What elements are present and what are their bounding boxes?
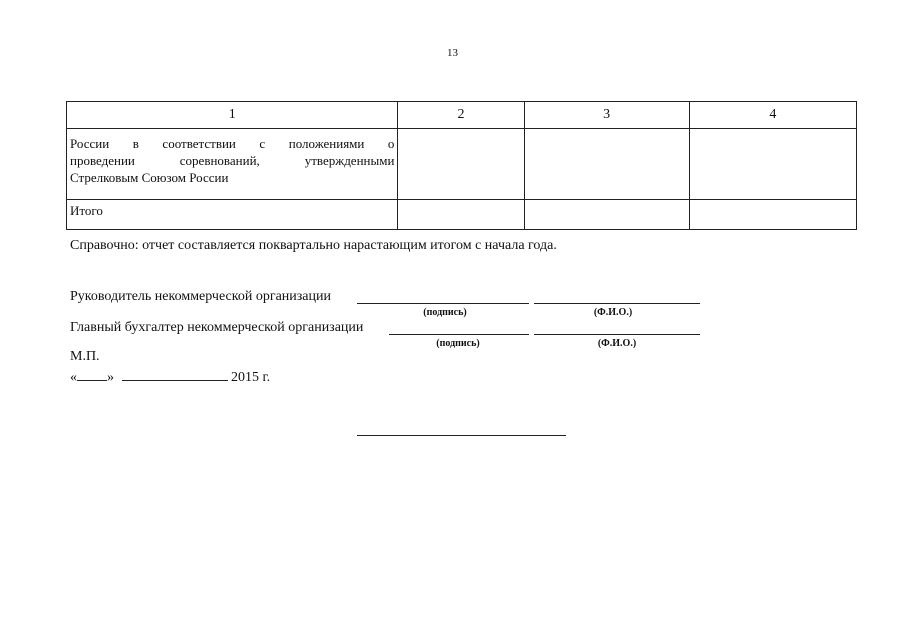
table-header-row <box>67 102 857 129</box>
head-name-caption: (Ф.И.О.) <box>593 307 633 318</box>
page-number: 13 <box>447 47 458 59</box>
head-signature-label: Руководитель некоммерческой организации <box>70 289 331 304</box>
accountant-signature-caption: (подпись) <box>436 338 480 349</box>
column-header-4: 4 <box>689 102 856 129</box>
description-cell <box>67 129 398 200</box>
total-label-cell: Итого <box>67 200 398 230</box>
date-close-quote: » <box>107 370 114 385</box>
reference-note: Справочно: отчет составляется поквартально нарастающим итогом с начала года. <box>70 238 557 253</box>
end-divider-line <box>357 435 566 436</box>
value-cell-col3[interactable] <box>524 129 689 200</box>
table-row-total <box>67 200 857 230</box>
value-cell-col2[interactable] <box>398 129 524 200</box>
head-signature-line[interactable] <box>357 303 529 304</box>
table-row <box>67 129 857 200</box>
stamp-placeholder: М.П. <box>70 349 100 364</box>
column-header-3: 3 <box>524 102 689 129</box>
total-value-col3[interactable] <box>524 200 689 230</box>
description-line: Стрелковым Союзом России <box>70 170 229 185</box>
date-month-blank[interactable] <box>122 368 228 381</box>
value-cell-col4[interactable] <box>689 129 856 200</box>
date-year: 2015 г. <box>231 370 271 385</box>
date-day-blank[interactable] <box>77 368 107 381</box>
accountant-name-line[interactable] <box>534 334 700 335</box>
accountant-signature-label: Главный бухгалтер некоммерческой организации <box>70 320 364 335</box>
date-open-quote: « <box>70 370 77 385</box>
description-line: России в соответствии с положениями о <box>70 136 395 151</box>
total-value-col2[interactable] <box>398 200 524 230</box>
date-row <box>70 368 270 386</box>
column-header-1: 1 <box>67 102 398 129</box>
report-table <box>66 101 857 230</box>
accountant-name-caption: (Ф.И.О.) <box>597 338 637 349</box>
column-header-2: 2 <box>398 102 524 129</box>
description-line: проведении соревнований, утвержденными <box>70 153 395 168</box>
accountant-signature-line[interactable] <box>389 334 529 335</box>
total-value-col4[interactable] <box>689 200 856 230</box>
head-signature-caption: (подпись) <box>423 307 467 318</box>
head-name-line[interactable] <box>534 303 700 304</box>
